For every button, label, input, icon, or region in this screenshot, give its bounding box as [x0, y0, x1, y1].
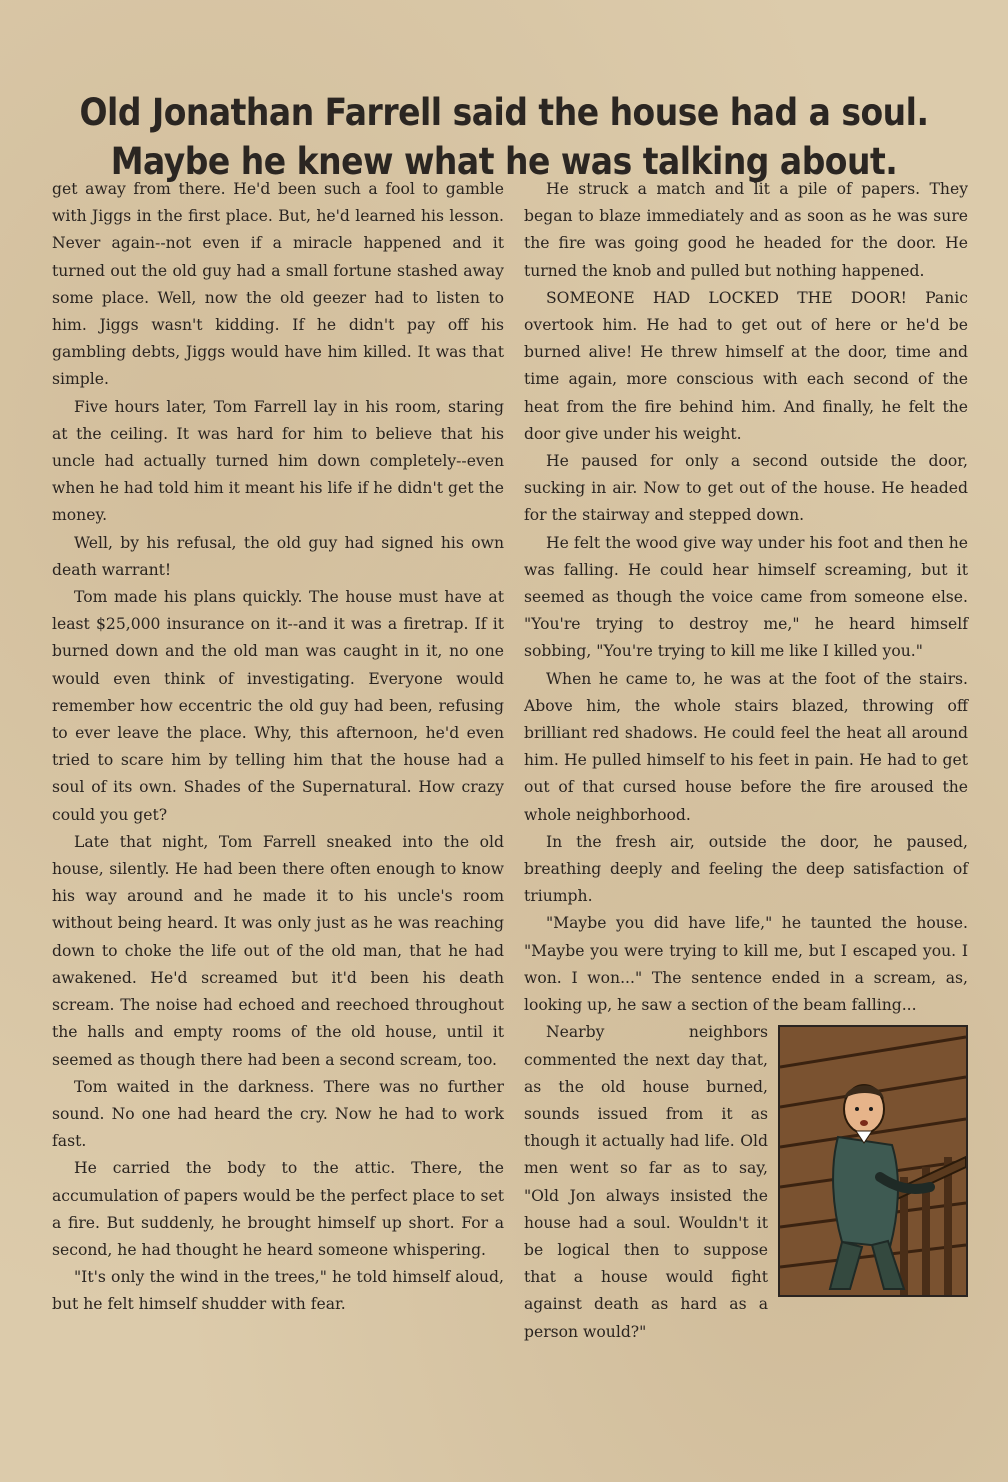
paragraph: "It's only the wind in the trees," he told himself aloud, but he felt himself shudder with fear. — [52, 1268, 504, 1314]
paragraph: Well, by his refusal, the old guy had signed his own death warrant! — [52, 533, 504, 579]
paragraph: He paused for only a second outside the door, sucking in air. Now to get out of the house. He headed for the stairway and stepped down. — [524, 452, 968, 525]
paragraph: In the fresh air, outside the door, he paused, breathing deeply and feeling the deep satisfaction of triumph. — [524, 832, 968, 906]
man-on-stairs-illustration — [778, 1025, 968, 1297]
paragraph: SOMEONE HAD LOCKED THE DOOR! Panic overtook him. He had to get out of here or he'd be burned alive! He threw himself at the door, time and time again, more conscious with each second of the heat from the fire behind him. And finally, he felt the door give under his weight. — [524, 288, 968, 443]
headline-line-2: Maybe he knew what he was talking about. — [110, 139, 898, 184]
headline-line-1: Old Jonathan Farrell said the house had a soul. — [79, 90, 929, 134]
paragraph: Nearby neighbors commented the next day that, as the old house burned, sounds issued from it as though it actually had life. Old men went so far as to say, "Old Jon always insisted the house had a soul. Wouldn't it be logical then to suppose that a house would fight against death as hard as a person would?" — [524, 1023, 768, 1341]
paragraph: Tom waited in the darkness. There was no further sound. No one had heard the cry. Now he had to work fast. — [52, 1077, 504, 1151]
paragraph: Tom made his plans quickly. The house must have at least $25,000 insurance on it--and it was a firetrap. If it burned down and the old man was caught in it, no one would even think of investigating. Everyone would remember how eccentric the old guy had been, refusing to ever leave the place. Why, this afternoon, he'd even tried to scare him by telling him that the house had a soul of its own. Shades of the Supernatural. How crazy could you get? — [52, 588, 504, 824]
paragraph: Late that night, Tom Farrell sneaked into the old house, silently. He had been there often enough to know his way around and he made it to his uncle's room without being heard. It was only just as he was reaching down to choke the life out of the old man, that he had awakened. He'd screamed but it'd been his death scream. The noise had echoed and reechoed throughout the halls and empty rooms of the old house, until it seemed as though there had been a second scream, too. — [52, 832, 504, 1069]
paragraph: When he came to, he was at the foot of the stairs. Above him, the whole stairs blazed, throwing off brilliant red shadows. He could feel the heat all around him. He pulled himself to his feet in pain. He had to get out of that cursed house before the fire aroused the whole neighborhood. — [524, 669, 968, 824]
paragraph: "Maybe you did have life," he taunted the house. "Maybe you were trying to kill me, but I escaped you. I won. I won..." The sentence ended in a scream, as, looking up, he saw a section of the beam falling... — [524, 914, 968, 1015]
left-text-column — [52, 176, 504, 1319]
stairs-illustration-svg — [780, 1027, 966, 1295]
final-paragraph-with-illustration — [524, 1019, 968, 1345]
paragraph: He struck a match and lit a pile of papers. They began to blaze immediately and as soon as he was sure the fire was going good he headed for the door. He turned the knob and pulled but nothing happened. — [524, 180, 968, 280]
right-text-column — [524, 176, 968, 1346]
paragraph: He felt the wood give way under his foot and then he was falling. He could hear himself screaming, but it seemed as though the voice came from someone else. "You're trying to destroy me," he heard himself sobbing, "You're trying to kill me like I killed you." — [524, 533, 968, 661]
story-headline — [40, 88, 968, 187]
paragraph: get away from there. He'd been such a fool to gamble with Jiggs in the first place. But, he'd learned his lesson. Never again--not even if a miracle happened and it turned out the old guy had a small fortune stashed away some place. Well, now the old geezer had to listen to him. Jiggs wasn't kidding. If he didn't pay off his gambling debts, Jiggs would have him killed. It was that simple. — [52, 180, 504, 389]
paragraph: He carried the body to the attic. There, the accumulation of papers would be the perfect place to set a fire. But suddenly, he brought himself up short. For a second, he had thought he heard someone whispering. — [52, 1159, 504, 1259]
paragraph: Five hours later, Tom Farrell lay in his room, staring at the ceiling. It was hard for him to believe that his uncle had actually turned him down completely--even when he had told him it meant his life if he didn't get the money. — [52, 397, 504, 525]
